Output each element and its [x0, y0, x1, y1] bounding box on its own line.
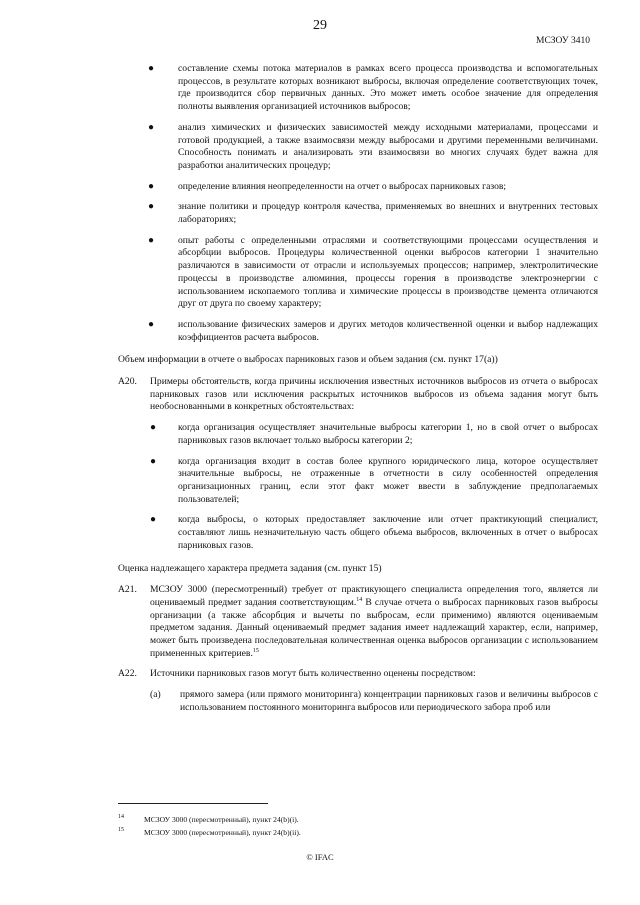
footnote: 15 МСЗОУ 3000 (пересмотренный), пункт 24(b)(ii).	[118, 827, 301, 837]
section-heading: Объем информации в отчете о выбросах парниковых газов и объем задания (см. пункт 17(а))	[118, 354, 498, 366]
paragraph-number: A22.	[118, 668, 137, 680]
bullet-icon: ●	[148, 234, 155, 246]
bullet-icon: ●	[148, 318, 155, 330]
page-content	[118, 63, 598, 723]
list-item: ● опыт работы с определенными отраслями и соответствующими процессами осуществления и абсорбции выбросов. Процедуры количественной оценки выбросов категории 1 значительно различаются в зависимости от отрасли и используемых процессов; например, электролитические процессы в производстве алюминия, процессы горения в производстве электроэнергии с использованием ископаемого топлива и химические процессы в производстве цемента отличаются друг от друга по своему характеру;	[148, 234, 598, 310]
list-item: (a) прямого замера (или прямого мониторинга) концентрации парниковых газов и величины выбросов с использованием постоянного мониторинга выбросов или периодического забора проб или	[150, 689, 598, 713]
paragraph-a22	[118, 668, 598, 681]
list-item: ● знание политики и процедур контроля качества, применяемых во внешних и внутренних тестовых лабораториях;	[148, 201, 598, 226]
paragraph-a21	[118, 584, 598, 660]
bullet-icon: ●	[148, 180, 155, 192]
list-item: ● когда организация осуществляет значительные выбросы категории 1, но в свой отчет о выбросах парниковых газов включает только выбросы категории 2;	[150, 422, 598, 446]
section-heading: Оценка надлежащего характера предмета задания (см. пункт 15)	[118, 562, 382, 574]
footnotes	[118, 813, 301, 839]
footnote: 14 МСЗОУ 3000 (пересмотренный), пункт 24(b)(i).	[118, 814, 299, 824]
bullet-icon: ●	[150, 422, 157, 434]
list-item: ● использование физических замеров и других методов количественной оценки и выбор надлежащих коэффициентов расчета выбросов.	[148, 318, 598, 343]
list-item: ● когда выбросы, о которых предоставляет заключение или отчет практикующий специалист, составляют лишь незначительную часть общего объема выбросов, включенных в отчет о выбросах парниковых газов.	[150, 514, 598, 551]
list-item: ● анализ химических и физических зависимостей между исходными материалами, процессами и готовой продукцией, а также взаимосвязи между выбросами и другими переменными величинами. Способность понимать и анализировать эти взаимосвязи во многих случаях будет важна для разработки аналитических процедур;	[148, 121, 598, 171]
footnote-ref[interactable]: 15	[252, 647, 259, 654]
footnote-ref[interactable]: 14	[356, 596, 363, 603]
paragraph-a20	[118, 376, 598, 414]
footnote-divider	[118, 803, 268, 804]
item-letter: (a)	[150, 689, 161, 701]
bullet-icon: ●	[150, 514, 157, 526]
bullet-icon: ●	[148, 201, 155, 213]
bullet-icon: ●	[148, 121, 155, 133]
page-number: 29	[313, 18, 327, 33]
list-item: ● составление схемы потока материалов в рамках всего процесса производства и вспомогательных процессов, в результате которых возникают выбросы, включая определение соответствующих точек, где производится сбор первичных данных. Это может иметь особое значение для определения полноты выявления организацией источников выбросов;	[148, 63, 598, 113]
paragraph-text: Примеры обстоятельств, когда причины исключения известных источников выбросов из отчета о выбросах парниковых газов или исключения раскрытых источников выбросов из объема задания могут быть необоснованными в конкретных обстоятельствах:	[150, 376, 598, 413]
bullet-icon: ●	[150, 455, 157, 467]
list-item: ● определение влияния неопределенности на отчет о выбросах парниковых газов;	[148, 180, 507, 192]
paragraph-text: Источники парниковых газов могут быть количественно оценены посредством:	[150, 668, 476, 680]
document-code: МСЗОУ 3410	[536, 36, 590, 46]
paragraph-text: МСЗОУ 3000 (пересмотренный) требует от практикующего специалиста определения того, является ли оцениваемый предмет задания соответствующим.$^{14}$ В случае отчета о выбросах парниковых газов выбросы организации (а также абсорбция и вычеты по выбросам, если применимо) являются оцениваемым предметом задания. Данный оцениваемый предмет задания имеет надлежащий характер, если, например, может быть произведена последовательная количественная оценка выбросов организации с использованием примененных критериев.$^{15}$	[150, 584, 598, 659]
paragraph-number: A21.	[118, 584, 137, 596]
bullet-icon: ●	[148, 63, 155, 74]
paragraph-number: A20.	[118, 376, 137, 388]
copyright: © IFAC	[306, 852, 334, 862]
list-item: ● когда организация входит в состав более крупного юридического лица, которое осуществляет значительные выбросы, не отраженные в отчетности в силу особенностей определения организационных границ, если этот факт может ввести в заблуждение предполагаемых пользователей;	[150, 455, 598, 505]
